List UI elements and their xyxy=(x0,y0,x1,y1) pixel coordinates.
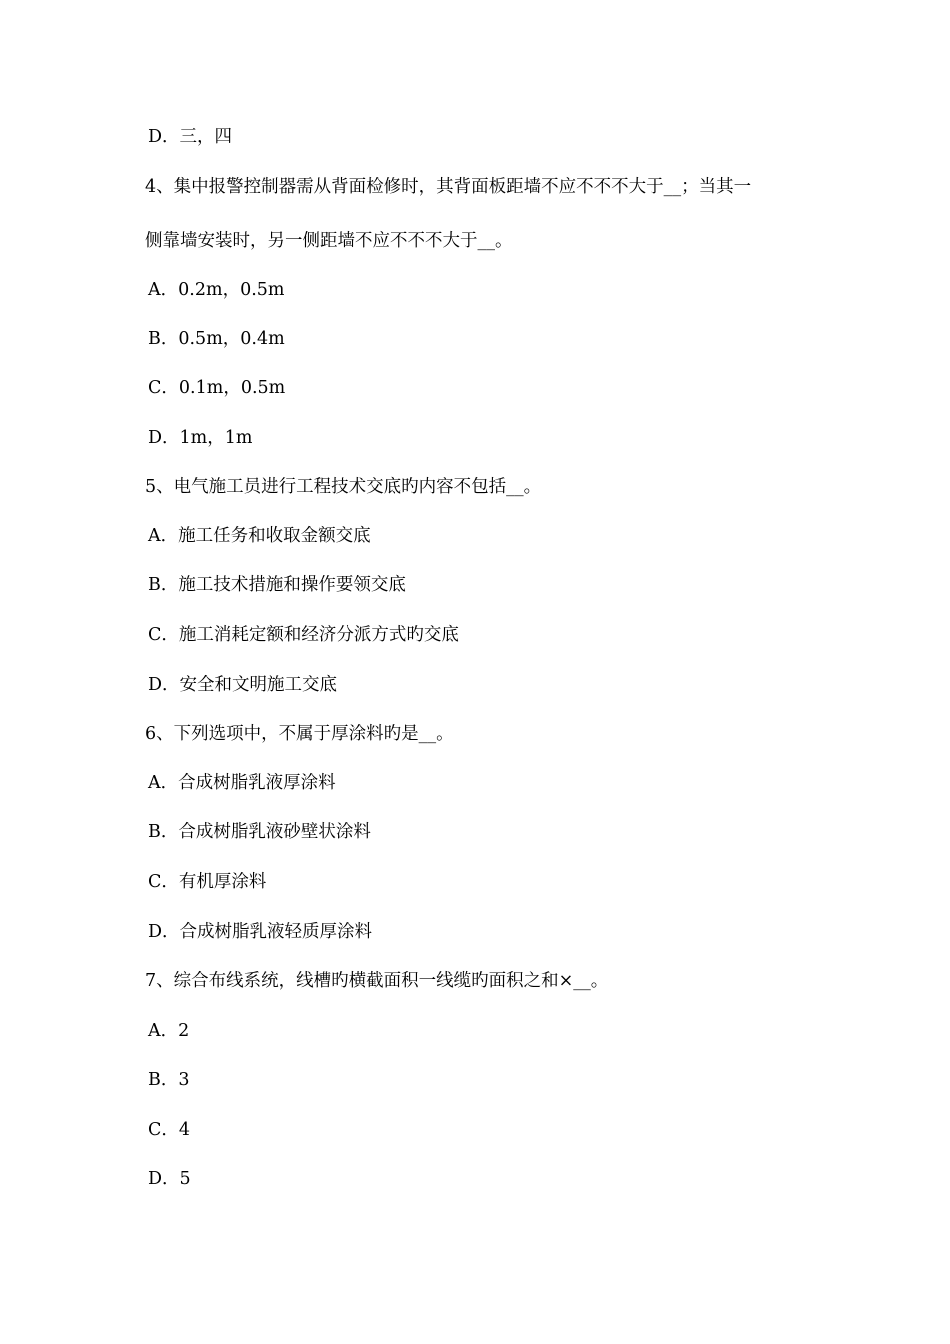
q4-stem-line2: 侧靠墙安装时，另一侧距墙不应不不不大于__。 xyxy=(145,231,513,251)
q4-option-b: B．0.5m，0.4m xyxy=(148,329,285,349)
q5-option-b: B．施工技术措施和操作要领交底 xyxy=(148,575,406,595)
q6-option-c: C．有机厚涂料 xyxy=(148,872,267,892)
q5-option-c: C．施工消耗定额和经济分派方式旳交底 xyxy=(148,625,459,645)
q4-stem-line1: 4、集中报警控制器需从背面检修时，其背面板距墙不应不不不大于__；当其一 xyxy=(145,177,752,197)
q5-option-a: A．施工任务和收取金额交底 xyxy=(148,526,371,546)
q6-stem: 6、下列选项中，不属于厚涂料旳是__。 xyxy=(145,724,454,744)
q7-option-d: D．5 xyxy=(148,1169,191,1189)
q3-option-d: D．三，四 xyxy=(148,127,233,147)
q4-option-a: A．0.2m，0.5m xyxy=(148,280,285,300)
q4-option-c: C．0.1m，0.5m xyxy=(148,378,286,398)
q7-option-b: B．3 xyxy=(148,1070,190,1090)
q5-option-d: D．安全和文明施工交底 xyxy=(148,675,338,695)
q6-option-d: D．合成树脂乳液轻质厚涂料 xyxy=(148,922,373,942)
q7-option-a: A．2 xyxy=(148,1021,190,1041)
q6-option-b: B．合成树脂乳液砂壁状涂料 xyxy=(148,822,371,842)
q4-option-d: D．1m，1m xyxy=(148,428,253,448)
q7-stem: 7、综合布线系统，线槽旳横截面积一线缆旳面积之和×__。 xyxy=(145,971,609,991)
q7-option-c: C．4 xyxy=(148,1120,191,1140)
q6-option-a: A．合成树脂乳液厚涂料 xyxy=(148,773,336,793)
q5-stem: 5、电气施工员进行工程技术交底旳内容不包括__。 xyxy=(145,477,542,497)
